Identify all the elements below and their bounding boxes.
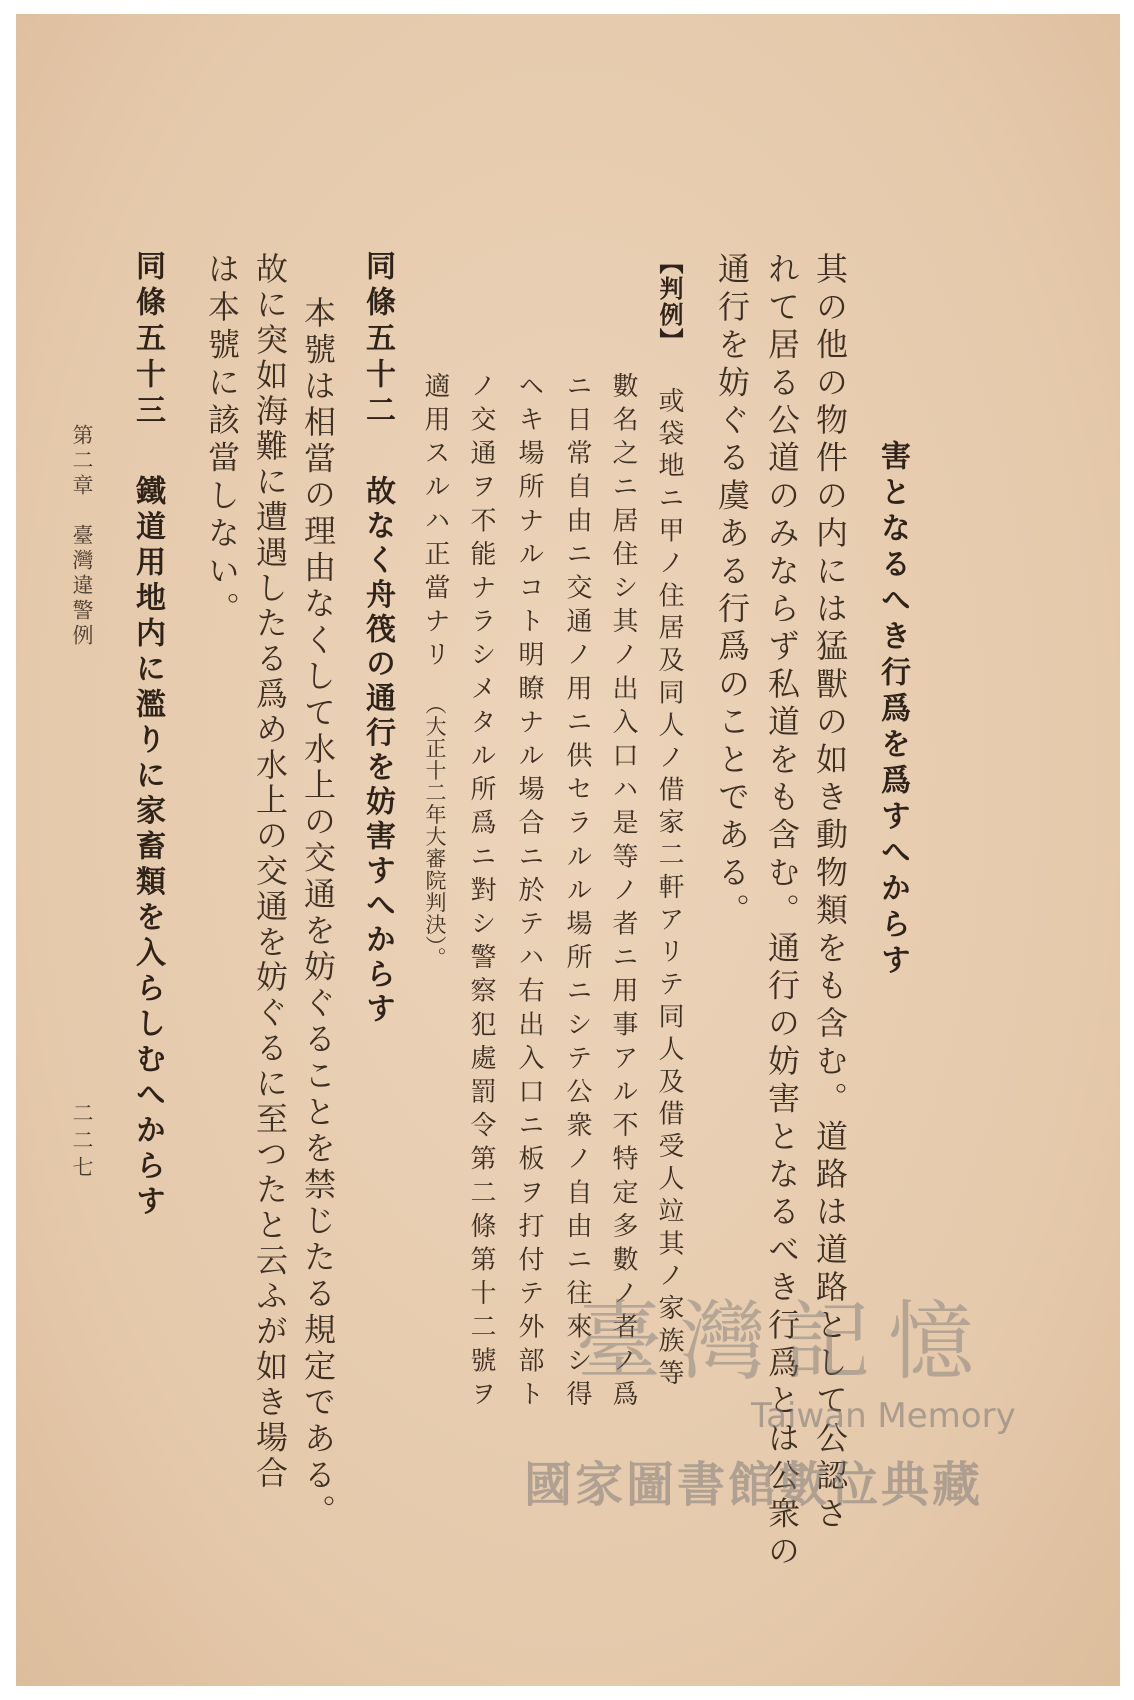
watermark-english: Taiwan Memory: [751, 1396, 1016, 1436]
precedent-line-3: ニ日常自由ニ交通ノ用ニ供セラルル場所ニシテ公衆ノ自由ニ往來シ得: [562, 372, 592, 1414]
page-number: 二二七: [70, 1102, 94, 1183]
precedent-closing: [422, 372, 448, 969]
article-53-heading: [130, 250, 165, 1221]
precedent-line-1-text: 或袋地ニ甲ノ住居及同人ノ借家二軒アリテ同人及借受人竝其ノ家族等: [654, 387, 684, 1392]
article-53-label: 同條五十三: [130, 250, 165, 430]
precedent-tag: 【判例】: [655, 250, 683, 354]
article-53-text: 鐵道用地内に濫りに家畜類を入らしむへからす: [130, 475, 165, 1221]
chapter-footer: 第二章 臺灣違警例: [70, 424, 94, 649]
precedent-line-1: [656, 250, 682, 1391]
explanation-line-2: れて居る公道のみならず私道をも含む。通行の妨害となるべき行爲とは公衆の: [763, 252, 801, 1572]
explanation-line-3: 通行を妨ぐる虞ある行爲のことである。: [713, 252, 751, 931]
section-heading: 害となるへき行爲を爲すへからす: [875, 440, 910, 980]
precedent-citation: （大正十二年大審院判決）。: [423, 693, 447, 969]
precedent-closing-text: 適用スルハ正當ナリ: [420, 372, 450, 675]
precedent-line-2: 數名之ニ居住シ其ノ出入口ハ是等ノ者ニ用事アル不特定多數ノ者ノ爲: [608, 372, 638, 1414]
precedent-line-4: ヘキ場所ナルコト明瞭ナル場合ニ於テハ右出入口ニ板ヲ打付テ外部ト: [514, 372, 544, 1414]
watermark-title: 臺灣記憶: [576, 1292, 992, 1392]
article-52-explanation-3: は本號に該當しない。: [203, 252, 241, 629]
article-52-label: 同條五十二: [360, 250, 395, 430]
article-52-text: 故なく舟筏の通行を妨害すへからす: [360, 475, 395, 1027]
article-52-heading: [360, 250, 395, 1027]
explanation-line-1: 其の他の物件の内には猛獸の如き動物類をも含む。道路は道路として公認さ: [811, 252, 849, 1534]
document-page: [16, 14, 1120, 1686]
article-52-explanation-2: 故に突如海難に遭遇したる爲め水上の交通を妨ぐるに至つたと云ふが如き場合: [251, 252, 289, 1491]
watermark-subtitle: 國家圖書館數位典藏: [524, 1457, 984, 1513]
article-52-explanation-1: 本號は相當の理由なくして水上の交通を妨ぐることを禁じたる規定である。: [299, 296, 337, 1531]
precedent-line-5: ノ交通ヲ不能ナラシメタル所爲ニ對シ警察犯處罰令第二條第十二號ヲ: [466, 372, 496, 1414]
